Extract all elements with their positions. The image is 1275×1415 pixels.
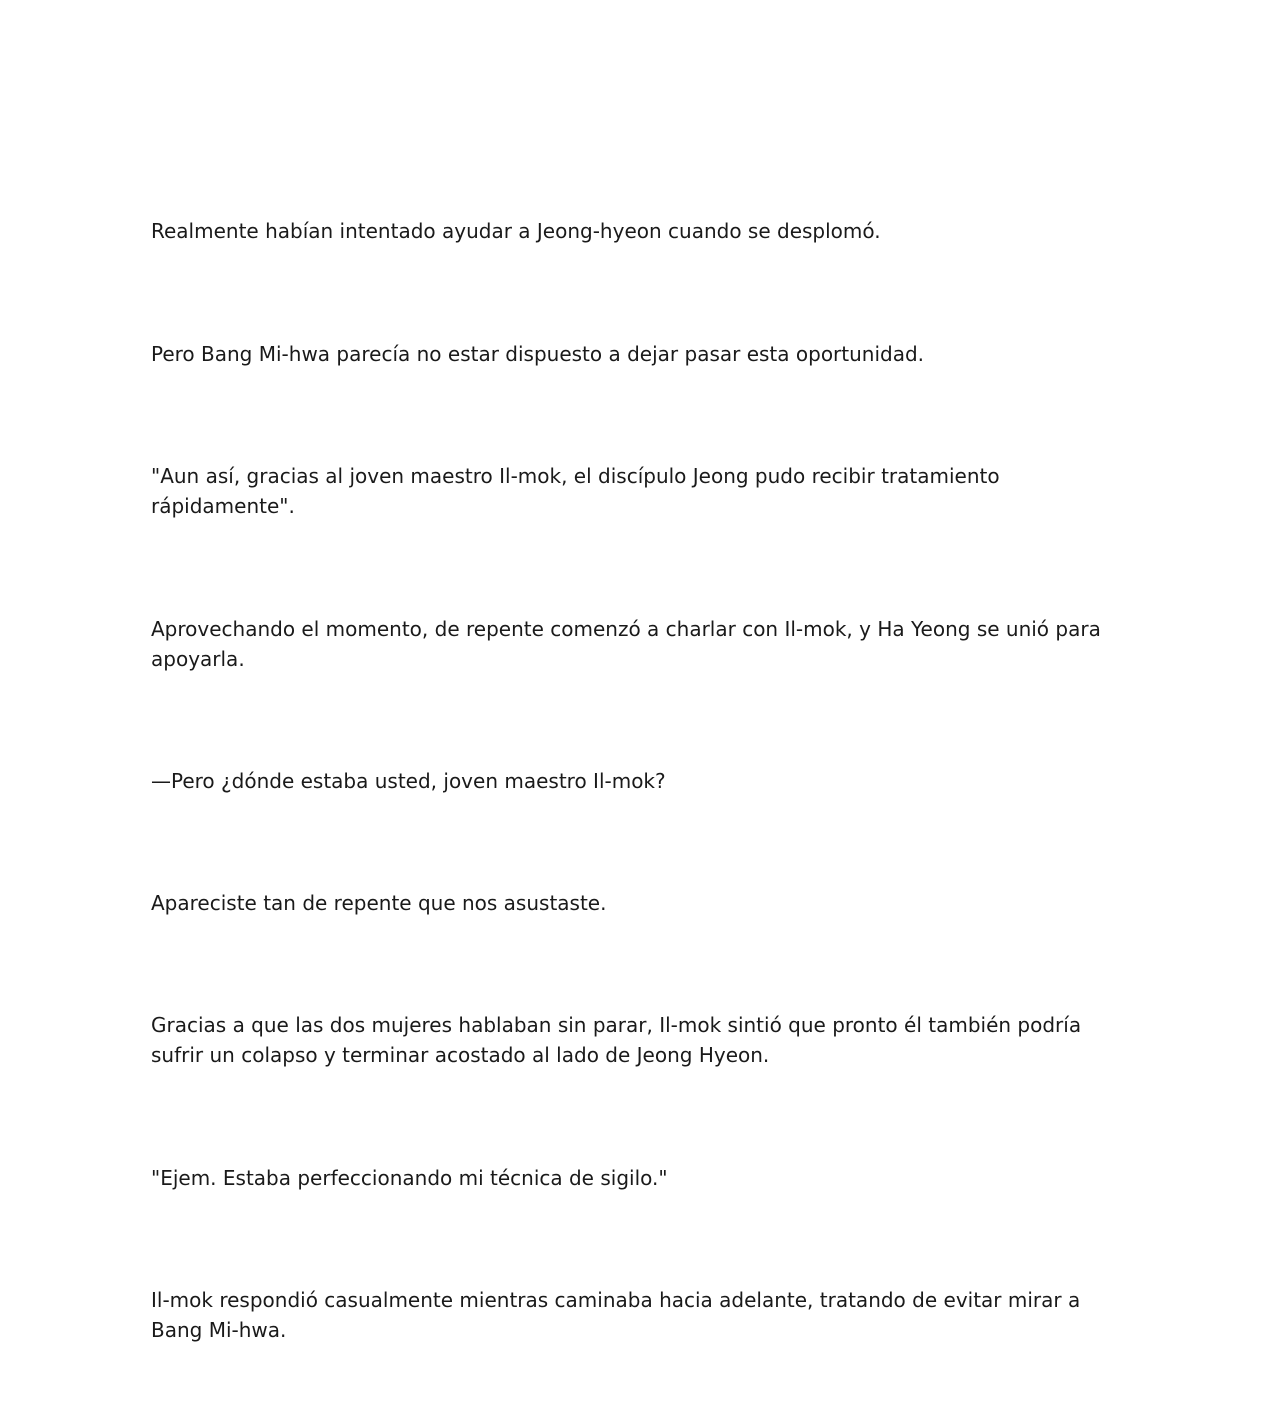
paragraph-8: "Ejem. Estaba perfeccionando mi técnica de sigilo." xyxy=(151,1166,668,1190)
paragraph-7: Gracias a que las dos mujeres hablaban sin parar, Il-mok sintió que pronto él también podría sufrir un colapso y terminar acostado al lado de Jeong Hyeon. xyxy=(151,1013,1082,1067)
paragraph-5: —Pero ¿dónde estaba usted, joven maestro Il-mok? xyxy=(151,769,666,793)
paragraph-1: Realmente habían intentado ayudar a Jeong-hyeon cuando se desplomó. xyxy=(151,219,881,243)
paragraph-6: Apareciste tan de repente que nos asustaste. xyxy=(151,891,607,915)
paragraph-2: Pero Bang Mi-hwa parecía no estar dispuesto a dejar pasar esta oportunidad. xyxy=(151,342,925,366)
paragraph-9: Il-mok respondió casualmente mientras caminaba hacia adelante, tratando de evitar mirar a Bang Mi-hwa. xyxy=(151,1288,1081,1342)
paragraph-3: "Aun así, gracias al joven maestro Il-mok, el discípulo Jeong pudo recibir tratamiento rápidamente". xyxy=(151,464,1000,518)
paragraph-4: Aprovechando el momento, de repente comenzó a charlar con Il-mok, y Ha Yeong se unió para apoyarla. xyxy=(151,617,1101,671)
